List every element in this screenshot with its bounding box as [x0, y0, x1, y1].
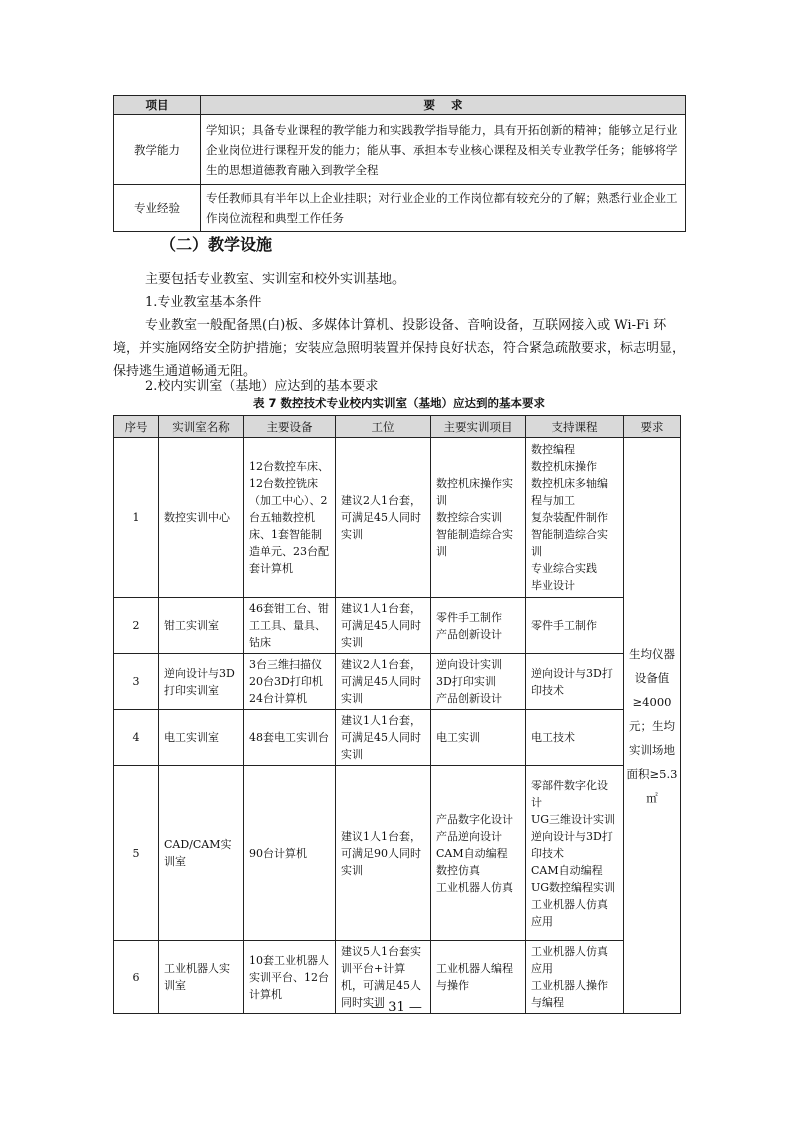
cell-projects: 逆向设计实训 3D打印实训 产品创新设计 — [431, 654, 526, 710]
cell-lab-name: 逆向设计与3D打印实训室 — [159, 654, 244, 710]
intro-paragraph: 主要包括专业教室、实训室和校外实训基地。 — [145, 272, 406, 287]
cell-lab-name: 工业机器人实训室 — [159, 941, 244, 1014]
header-item: 项目 — [114, 96, 201, 115]
table-row — [114, 598, 681, 654]
cell-no: 5 — [114, 766, 159, 941]
table-row — [114, 438, 681, 598]
page-number: — 31 — — [371, 1000, 422, 1015]
table-row — [114, 710, 681, 766]
cell-equipment: 10套工业机器人实训平台、12台计算机 — [244, 941, 336, 1014]
section-title: （二）教学设施 — [160, 235, 273, 254]
header-requirement: 要 求 — [201, 96, 686, 115]
cell-no: 6 — [114, 941, 159, 1014]
table-caption: 表 7 数控技术专业校内实训室（基地）应达到的基本要求 — [252, 396, 545, 410]
cell-equipment: 3台三维扫描仪 20台3D打印机 24台计算机 — [244, 654, 336, 710]
row-requirement: 专任教师具有半年以上企业挂职；对行业企业的工作岗位都有较充分的了解；熟悉行业企业工作岗位流程和典型工作任务 — [201, 185, 686, 232]
cell-station: 建议5人1台套实训平台+计算机，可满足45人同时实训 — [336, 941, 431, 1014]
cell-requirement: 生均仪器设备值≥4000元；生均实训场地面积≥5.3㎡ — [624, 438, 681, 1014]
cell-projects: 零件手工制作 产品创新设计 — [431, 598, 526, 654]
cell-projects: 工业机器人编程与操作 — [431, 941, 526, 1014]
cell-equipment: 90台计算机 — [244, 766, 336, 941]
table-header-row — [114, 416, 681, 438]
header-station: 工位 — [336, 416, 431, 438]
table-row — [114, 654, 681, 710]
cell-station: 建议1人1台套，可满足90人同时实训 — [336, 766, 431, 941]
cell-projects: 产品数字化设计 产品逆向设计 CAM自动编程 数控仿真 工业机器人仿真 — [431, 766, 526, 941]
header-projects: 主要实训项目 — [431, 416, 526, 438]
header-equipment: 主要设备 — [244, 416, 336, 438]
cell-courses: 数控编程 数控机床操作 数控机床多轴编程与加工 复杂装配件制作 智能制造综合实训 专业综合实践 毕业设计 — [526, 438, 624, 598]
subsection-title-classroom: 1.专业教室基本条件 — [145, 295, 262, 310]
cell-equipment: 48套电工实训台 — [244, 710, 336, 766]
cell-courses: 工业机器人仿真应用 工业机器人操作与编程 — [526, 941, 624, 1014]
table-row — [114, 115, 686, 185]
cell-courses: 零件手工制作 — [526, 598, 624, 654]
cell-station: 建议2人1台套，可满足45人同时实训 — [336, 438, 431, 598]
cell-courses: 零部件数字化设计 UG三维设计实训 逆向设计与3D打印技术 CAM自动编程 UG数控编程实训 工业机器人仿真应用 — [526, 766, 624, 941]
row-requirement: 学知识；具备专业课程的教学能力和实践教学指导能力，具有开拓创新的精神；能够立足行业企业岗位进行课程开发的能力；能从事、承担本专业核心课程及相关专业教学任务；能够将学生的思想道德教育融入到教学全程 — [201, 115, 686, 185]
cell-courses: 逆向设计与3D打印技术 — [526, 654, 624, 710]
row-item: 教学能力 — [114, 115, 201, 185]
cell-projects: 数控机床操作实训 数控综合实训 智能制造综合实训 — [431, 438, 526, 598]
table-row — [114, 766, 681, 941]
cell-lab-name: CAD/CAM实训室 — [159, 766, 244, 941]
subsection-title-lab: 2.校内实训室（基地）应达到的基本要求 — [145, 379, 379, 394]
lab-table-body — [114, 438, 681, 1014]
header-lab-name: 实训室名称 — [159, 416, 244, 438]
cell-no: 3 — [114, 654, 159, 710]
cell-equipment: 12台数控车床、12台数控铣床（加工中心）、2台五轴数控机床、1套智能制造单元、23台配套计算机 — [244, 438, 336, 598]
cell-no: 2 — [114, 598, 159, 654]
header-requirement: 要求 — [624, 416, 681, 438]
cell-station: 建议1人1台套，可满足45人同时实训 — [336, 598, 431, 654]
cell-lab-name: 电工实训室 — [159, 710, 244, 766]
lab-requirements-table — [113, 415, 681, 1014]
row-item: 专业经验 — [114, 185, 201, 232]
cell-lab-name: 数控实训中心 — [159, 438, 244, 598]
header-courses: 支持课程 — [526, 416, 624, 438]
teacher-requirements-table — [113, 95, 686, 232]
cell-equipment: 46套钳工台、钳工工具、量具、钻床 — [244, 598, 336, 654]
cell-no: 1 — [114, 438, 159, 598]
table-row — [114, 185, 686, 232]
cell-station: 建议1人1台套，可满足45人同时实训 — [336, 710, 431, 766]
cell-projects: 电工实训 — [431, 710, 526, 766]
table-header-row — [114, 96, 686, 115]
cell-courses: 电工技术 — [526, 710, 624, 766]
cell-no: 4 — [114, 710, 159, 766]
classroom-paragraph: 专业教室一般配备黑(白)板、多媒体计算机、投影设备、音响设备，互联网接入或 Wi-Fi 环境，并实施网络安全防护措施；安装应急照明装置并保持良好状态，符合紧急疏散要求，标志明显，保持逃生通道畅通无阻。 — [113, 318, 686, 379]
cell-lab-name: 钳工实训室 — [159, 598, 244, 654]
cell-station: 建议2人1台套，可满足45人同时实训 — [336, 654, 431, 710]
header-no: 序号 — [114, 416, 159, 438]
